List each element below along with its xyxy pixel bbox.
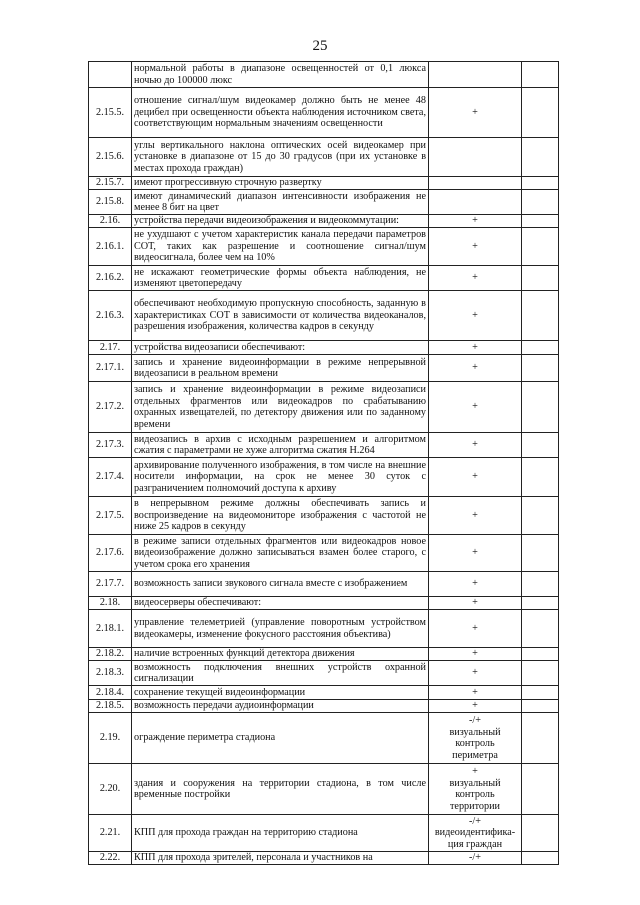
row-empty-cell [522, 610, 559, 648]
row-requirement-text: запись и хранение видеоинформации в режиме видеозаписи отдельных фрагментов или видеокадров по срабатыванию охранных извещателей, по детектору движения или по заданному времени [132, 382, 429, 433]
row-number: 2.16.1. [89, 228, 132, 266]
row-mark-line: визуальный [449, 726, 501, 738]
row-number: 2.16.3. [89, 291, 132, 341]
table-row [89, 764, 559, 815]
table-row [89, 497, 559, 535]
row-mark-line: + [472, 401, 478, 413]
row-number: 2.22. [89, 852, 132, 865]
row-number: 2.17.2. [89, 382, 132, 433]
row-number: 2.18. [89, 597, 132, 610]
row-mark-line: + [472, 547, 478, 559]
requirements-table [88, 61, 559, 865]
row-requirement-text: запись и хранение видеоинформации в режиме непрерывной видеозаписи в реальном времени [132, 355, 429, 382]
row-number: 2.17.3. [89, 433, 132, 458]
row-mark-line: контроль [455, 738, 495, 749]
row-mark [429, 215, 522, 228]
row-mark [429, 713, 522, 764]
table-row [89, 88, 559, 138]
row-mark-line: территории [449, 800, 501, 812]
table-row [89, 572, 559, 597]
row-empty-cell [522, 291, 559, 341]
row-mark [429, 433, 522, 458]
row-requirement-text: ограждение периметра стадиона [132, 713, 429, 764]
row-mark [429, 661, 522, 686]
row-mark-line: + [472, 309, 478, 321]
row-number: 2.21. [89, 815, 132, 852]
row-number: 2.17.4. [89, 458, 132, 497]
row-empty-cell [522, 458, 559, 497]
row-empty-cell [522, 433, 559, 458]
row-empty-cell [522, 700, 559, 713]
row-mark-line: + [472, 471, 478, 483]
row-mark-line: + [472, 667, 478, 679]
row-mark-line: + [472, 362, 478, 374]
row-number: 2.15.6. [89, 138, 132, 177]
row-number: 2.17.7. [89, 572, 132, 597]
row-empty-cell [522, 138, 559, 177]
table-body [89, 62, 559, 865]
row-requirement-text: КПП для прохода граждан на территорию стадиона [132, 815, 429, 852]
row-number: 2.18.5. [89, 700, 132, 713]
row-requirement-text: КПП для прохода зрителей, персонала и участников на [132, 852, 429, 865]
row-empty-cell [522, 88, 559, 138]
row-number: 2.19. [89, 713, 132, 764]
row-mark [429, 700, 522, 713]
table-row [89, 291, 559, 341]
row-requirement-text: управление телеметрией (управление поворотным устройством видеокамеры, изменение фокусного расстояния объектива) [132, 610, 429, 648]
row-mark-line: периметра [452, 749, 498, 761]
row-mark-line: + [472, 648, 478, 660]
row-requirement-text: видеозапись в архив с исходным разрешением и алгоритмом сжатия с параметрами не хуже алгоритма сжатия H.264 [132, 433, 429, 458]
row-number: 2.18.3. [89, 661, 132, 686]
row-mark [429, 610, 522, 648]
table-row [89, 661, 559, 686]
table-row [89, 382, 559, 433]
table-row [89, 815, 559, 852]
row-empty-cell [522, 686, 559, 700]
row-requirement-text: возможность подключения внешних устройств охранной сигнализации [132, 661, 429, 686]
row-requirement-text: устройства передачи видеоизображения и видеокоммутации: [132, 215, 429, 228]
row-mark [429, 177, 522, 190]
row-empty-cell [522, 266, 559, 291]
row-number: 2.17. [89, 341, 132, 355]
row-empty-cell [522, 713, 559, 764]
row-mark [429, 62, 522, 88]
row-number: 2.18.4. [89, 686, 132, 700]
table-row [89, 686, 559, 700]
row-requirement-text: не искажают геометрические формы объекта наблюдения, не изменяют цветопередачу [132, 266, 429, 291]
row-requirement-text: нормальной работы в диапазоне освещенностей от 0,1 люкса ночью до 100000 люкс [132, 62, 429, 88]
table-row [89, 597, 559, 610]
row-mark-line: визуальный [449, 777, 501, 789]
row-empty-cell [522, 341, 559, 355]
row-requirement-text: возможность записи звукового сигнала вместе с изображением [132, 572, 429, 597]
row-mark-line: ция граждан [447, 838, 503, 850]
row-mark [429, 686, 522, 700]
row-empty-cell [522, 852, 559, 865]
table-row [89, 535, 559, 572]
table-row [89, 228, 559, 266]
row-empty-cell [522, 535, 559, 572]
row-mark [429, 648, 522, 661]
row-number: 2.15.7. [89, 177, 132, 190]
row-requirement-text: в режиме записи отдельных фрагментов или видеокадров новое видеоизображение должно записываться взамен более старого, с учетом срока его хранения [132, 535, 429, 572]
row-number: 2.18.1. [89, 610, 132, 648]
row-requirement-text: не ухудшают с учетом характеристик канала передачи параметров СОТ, таких как разрешение и соотношение сигнал/шум видеосигнала, более чем на 10% [132, 228, 429, 266]
row-mark-line: + [472, 622, 478, 634]
row-mark-line: + [472, 700, 478, 712]
page-number: 25 [312, 38, 328, 54]
row-empty-cell [522, 215, 559, 228]
row-mark [429, 190, 522, 215]
row-requirement-text: обеспечивают необходимую пропускную способность, заданную в характеристиках СОТ в зависимости от количества видеоканалов, разрешения изображения, количества кадров в секунду [132, 291, 429, 341]
row-mark [429, 355, 522, 382]
row-mark [429, 852, 522, 865]
row-number: 2.18.2. [89, 648, 132, 661]
row-empty-cell [522, 764, 559, 815]
row-empty-cell [522, 228, 559, 266]
row-empty-cell [522, 62, 559, 88]
table-row [89, 610, 559, 648]
row-mark [429, 535, 522, 572]
row-number: 2.17.5. [89, 497, 132, 535]
table-row [89, 458, 559, 497]
row-mark-line: контроль [455, 789, 495, 800]
row-mark-line: + [472, 272, 478, 284]
row-mark-line: -/+ [469, 715, 481, 726]
row-mark [429, 497, 522, 535]
row-number: 2.20. [89, 764, 132, 815]
row-empty-cell [522, 355, 559, 382]
row-mark-line: + [472, 240, 478, 252]
row-requirement-text: отношение сигнал/шум видеокамер должно быть не менее 48 децибел при освещенности объекта наблюдения источником света, соответствующим нормальным значениям освещенности [132, 88, 429, 138]
row-mark [429, 138, 522, 177]
table-row [89, 648, 559, 661]
row-requirement-text: архивирование полученного изображения, в том числе на внешние носители информации, на срок не менее 30 суток с разграничением полномочий доступа к архиву [132, 458, 429, 497]
row-requirement-text: углы вертикального наклона оптических осей видеокамер при установке в диапазоне от 15 до 30 градусов (при их установке в местах прохода граждан) [132, 138, 429, 177]
table-row [89, 177, 559, 190]
row-mark [429, 764, 522, 815]
row-empty-cell [522, 572, 559, 597]
row-requirement-text: имеют динамический диапазон интенсивности изображения не менее 8 бит на цвет [132, 190, 429, 215]
row-requirement-text: наличие встроенных функций детектора движения [132, 648, 429, 661]
row-number: 2.16.2. [89, 266, 132, 291]
row-number: 2.15.5. [89, 88, 132, 138]
row-mark-line: -/+ [469, 852, 481, 863]
row-requirement-text: сохранение текущей видеоинформации [132, 686, 429, 700]
row-requirement-text: возможность передачи аудиоинформации [132, 700, 429, 713]
row-mark-line: + [472, 578, 478, 590]
table-row [89, 700, 559, 713]
row-requirement-text: видеосерверы обеспечивают: [132, 597, 429, 610]
row-mark [429, 458, 522, 497]
table-row [89, 341, 559, 355]
table-row [89, 355, 559, 382]
row-mark-line: + [472, 686, 478, 698]
row-empty-cell [522, 648, 559, 661]
row-empty-cell [522, 177, 559, 190]
row-mark-line: + [472, 215, 478, 227]
table-row [89, 190, 559, 215]
row-empty-cell [522, 597, 559, 610]
row-requirement-text: имеют прогрессивную строчную развертку [132, 177, 429, 190]
table-row [89, 138, 559, 177]
row-requirement-text: устройства видеозаписи обеспечивают: [132, 341, 429, 355]
row-mark [429, 228, 522, 266]
row-mark-line: + [472, 766, 478, 777]
row-number: 2.16. [89, 215, 132, 228]
row-mark-line: + [472, 509, 478, 521]
row-mark [429, 815, 522, 852]
row-number [89, 62, 132, 88]
row-mark-line: + [472, 106, 478, 118]
row-number: 2.17.6. [89, 535, 132, 572]
row-empty-cell [522, 190, 559, 215]
row-number: 2.15.8. [89, 190, 132, 215]
table-row [89, 713, 559, 764]
row-requirement-text: здания и сооружения на территории стадиона, в том числе временные постройки [132, 764, 429, 815]
row-empty-cell [522, 382, 559, 433]
row-mark [429, 382, 522, 433]
row-empty-cell [522, 815, 559, 852]
row-empty-cell [522, 661, 559, 686]
table-row [89, 852, 559, 865]
row-mark [429, 88, 522, 138]
table-row [89, 266, 559, 291]
row-mark [429, 572, 522, 597]
table-row [89, 215, 559, 228]
row-requirement-text: в непрерывном режиме должны обеспечивать запись и воспроизведение на видеомониторе изображения с частотой не ниже 25 кадров в секунду [132, 497, 429, 535]
row-empty-cell [522, 497, 559, 535]
table-row [89, 62, 559, 88]
row-mark-line: + [472, 439, 478, 451]
row-mark-line: + [472, 341, 478, 353]
row-mark [429, 341, 522, 355]
row-mark-line: + [472, 597, 478, 609]
table-row [89, 433, 559, 458]
row-mark-line: -/+ [469, 815, 481, 827]
row-number: 2.17.1. [89, 355, 132, 382]
row-mark [429, 266, 522, 291]
row-mark [429, 291, 522, 341]
row-mark-line: видеоидентифика- [434, 827, 516, 839]
row-mark [429, 597, 522, 610]
